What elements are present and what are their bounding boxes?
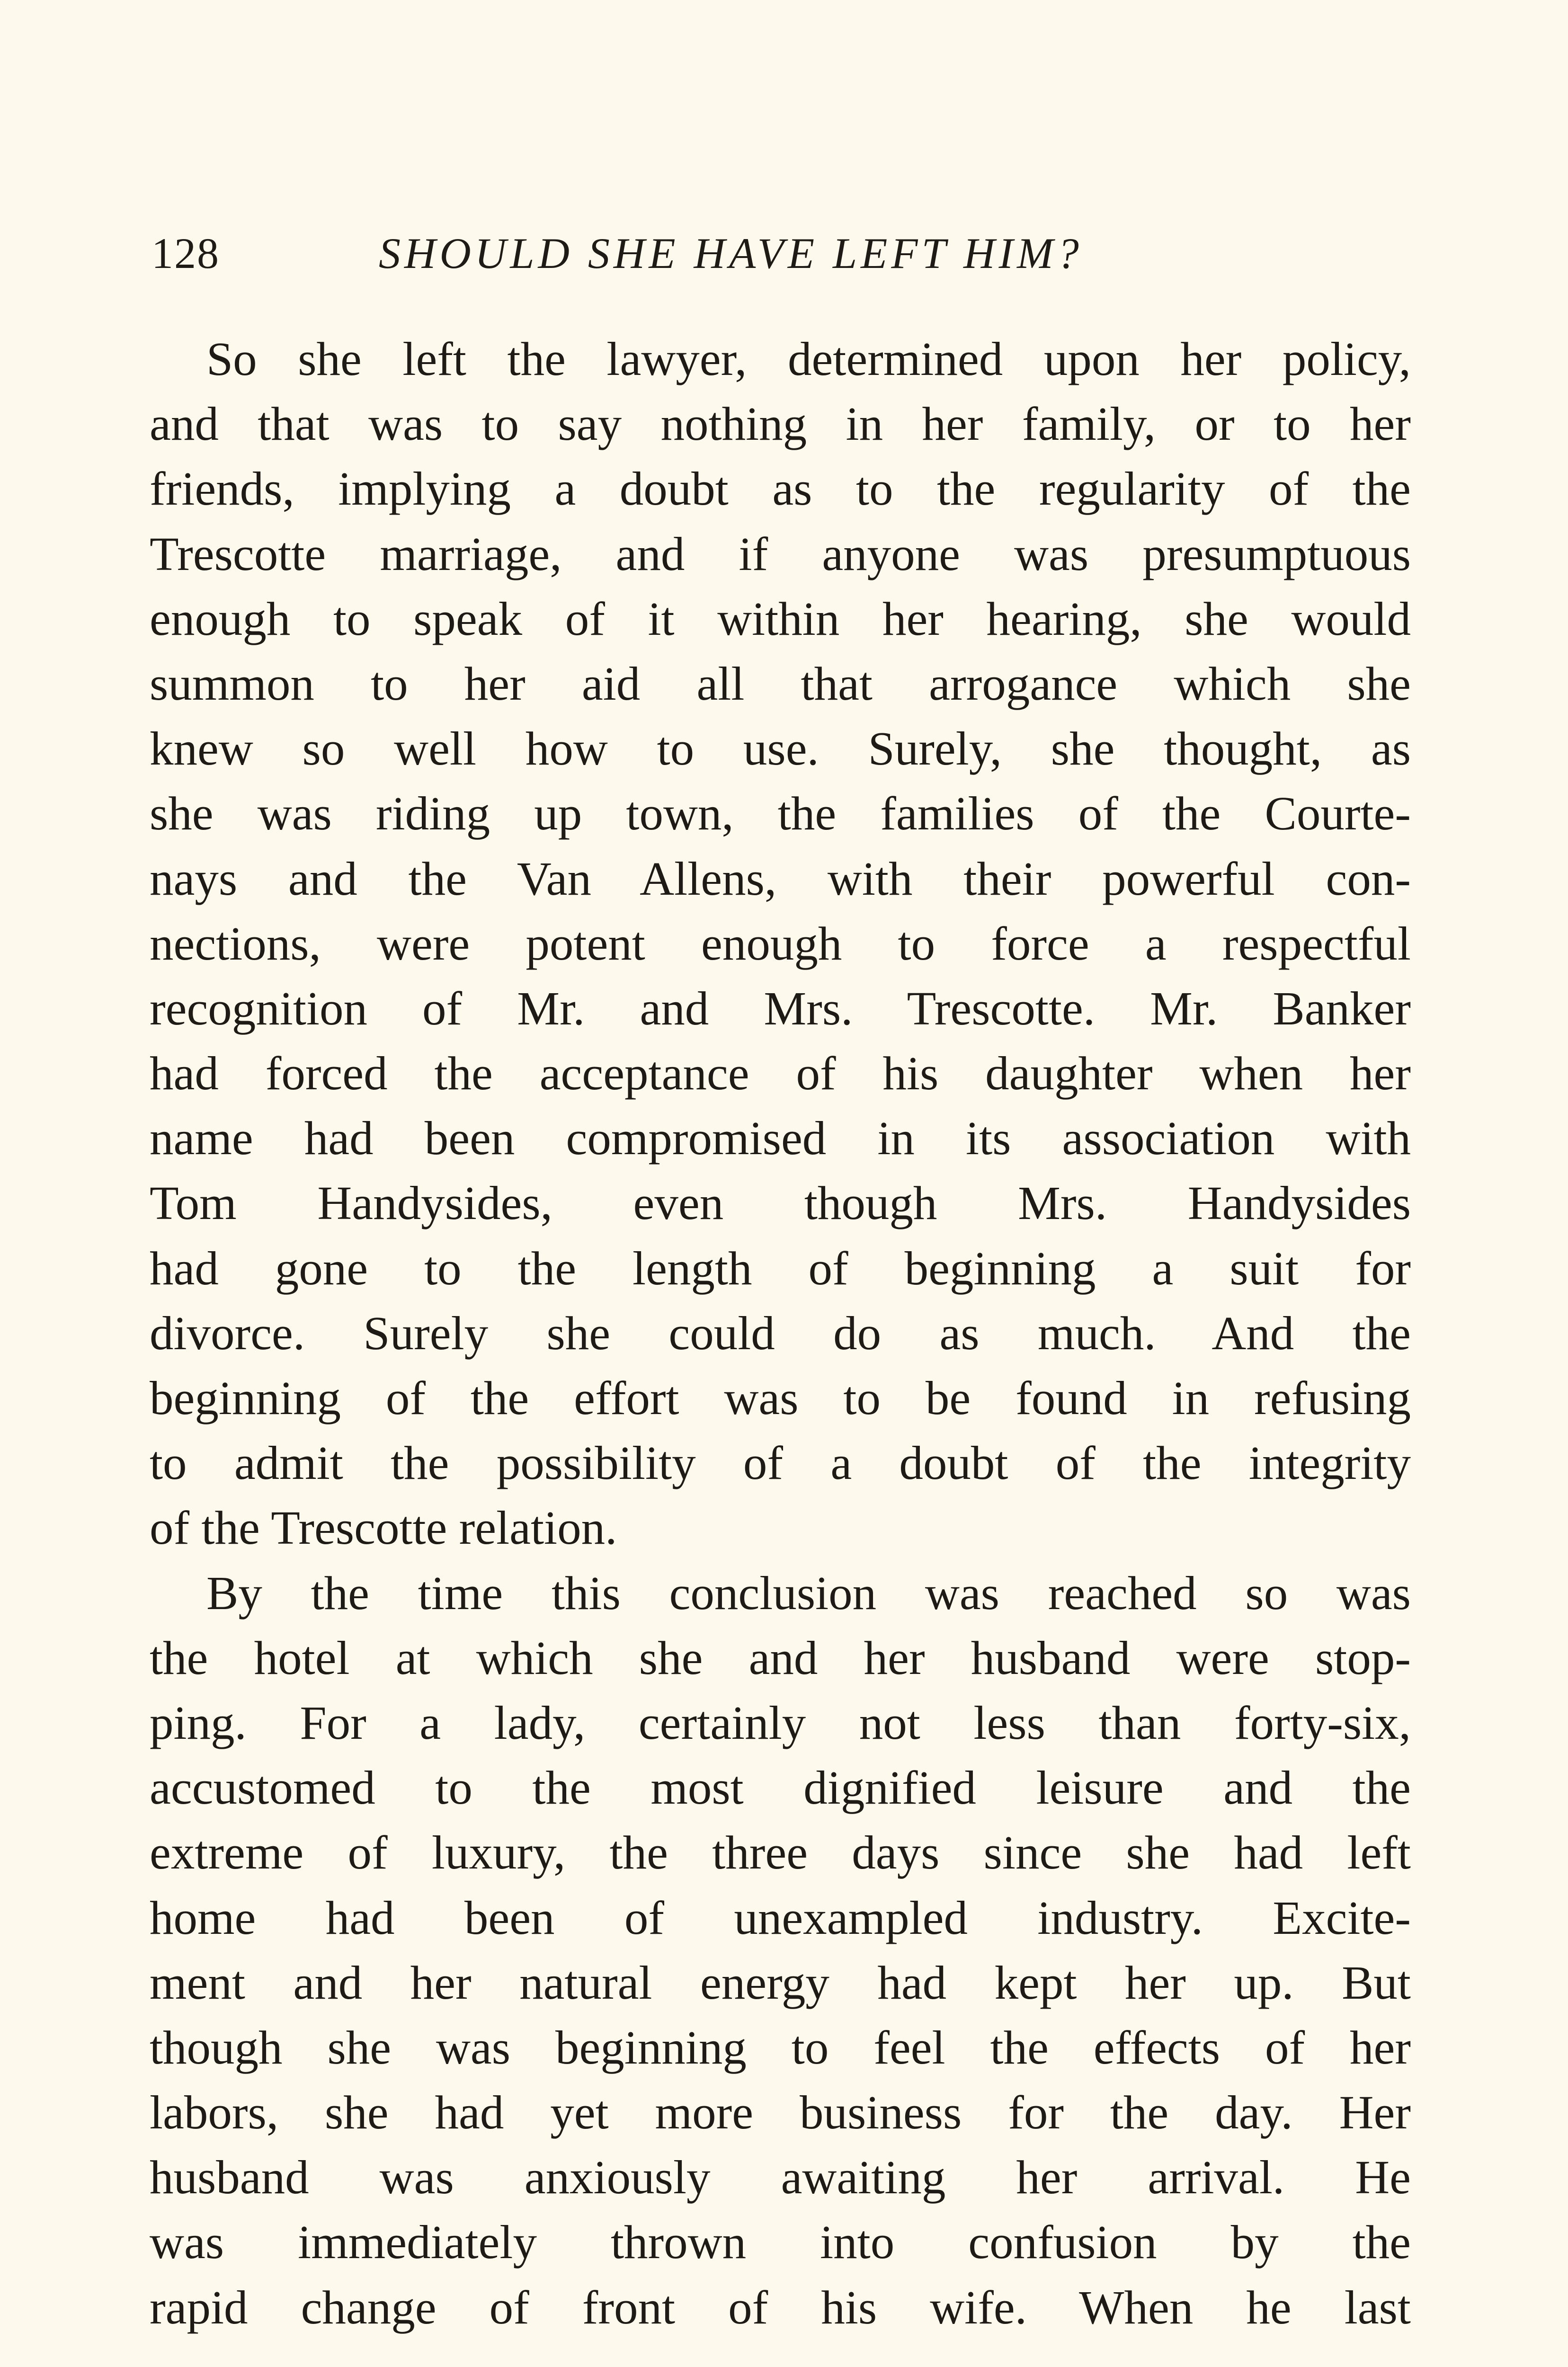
text-line: friends, implying a doubt as to the regularity of the	[150, 462, 1411, 516]
text-line: of the Trescotte relation.	[150, 1501, 617, 1555]
text-line: So she left the lawyer, determined upon her policy,	[206, 332, 1411, 385]
paragraph-2	[150, 1561, 1411, 2340]
text-line: she was riding up town, the families of the Courte-	[150, 787, 1411, 840]
text-line: name had been compromised in its association with	[150, 1112, 1411, 1165]
text-line: ment and her natural energy had kept her up. But	[150, 1956, 1411, 2009]
text-line: though she was beginning to feel the effects of her	[150, 2020, 1411, 2074]
text-line: ping. For a lady, certainly not less than forty-six,	[150, 1696, 1411, 1749]
text-line: and that was to say nothing in her family, or to her	[150, 397, 1411, 451]
text-line: husband was anxiously awaiting her arrival. He	[150, 2151, 1411, 2204]
text-line: accustomed to the most dignified leisure and the	[150, 1761, 1411, 1815]
running-title: SHOULD SHE HAVE LEFT HIM?	[379, 229, 1083, 277]
text-line: knew so well how to use. Surely, she thought, as	[150, 722, 1411, 775]
text-line: extreme of luxury, the three days since she had left	[150, 1826, 1411, 1879]
text-line: summon to her aid all that arrogance which she	[150, 657, 1411, 710]
text-line: beginning of the effort was to be found in refusing	[150, 1371, 1411, 1424]
text-line: home had been of unexampled industry. Excite-	[150, 1891, 1411, 1944]
text-line: divorce. Surely she could do as much. And the	[150, 1306, 1411, 1360]
text-line: labors, she had yet more business for the day. Her	[150, 2086, 1411, 2139]
text-line: the hotel at which she and her husband were stop-	[150, 1631, 1411, 1684]
page-header	[151, 222, 1411, 284]
text-line: recognition of Mr. and Mrs. Trescotte. Mr. Banker	[150, 981, 1411, 1035]
text-line: was immediately thrown into confusion by the	[150, 2216, 1411, 2269]
text-line: had forced the acceptance of his daughter when her	[150, 1047, 1411, 1100]
text-line: Tom Handysides, even though Mrs. Handysides	[150, 1176, 1411, 1230]
text-line: Trescotte marriage, and if anyone was presumptuous	[150, 527, 1411, 580]
page-number: 128	[151, 229, 220, 277]
text-line: rapid change of front of his wife. When he last	[150, 2280, 1411, 2334]
text-line: nections, were potent enough to force a respectful	[150, 917, 1411, 970]
body-text	[150, 327, 1411, 2340]
text-line: nays and the Van Allens, with their powerful con-	[150, 852, 1411, 905]
text-line: had gone to the length of beginning a suit for	[150, 1241, 1411, 1295]
text-line: enough to speak of it within her hearing, she would	[150, 592, 1411, 645]
paragraph-1	[150, 327, 1411, 1561]
text-line: to admit the possibility of a doubt of the integrity	[150, 1436, 1411, 1490]
text-line: By the time this conclusion was reached so was	[206, 1566, 1411, 1620]
